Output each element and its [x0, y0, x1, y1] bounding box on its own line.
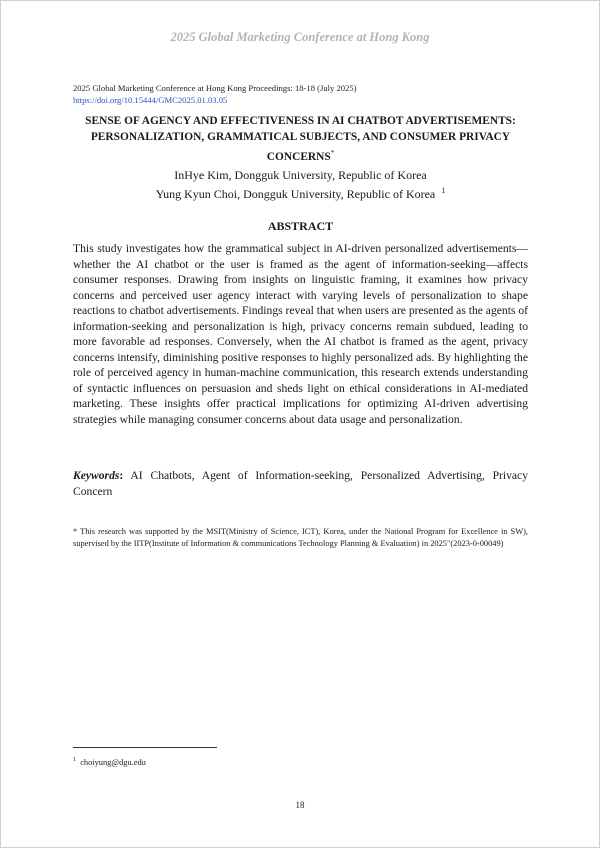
keywords-text: AI Chatbots, Agent of Information-seeking, Personalized Advertising, Privacy Concern: [73, 469, 528, 498]
keywords: Keywords: AI Chatbots, Agent of Information-seeking, Personalized Advertising, Privacy Concern: [73, 469, 528, 498]
footnote-email: choiyung@dgu.edu: [80, 757, 146, 767]
doi-link[interactable]: https://doi.org/10.15444/GMC2025.01.03.05: [73, 95, 228, 105]
running-header: 2025 Global Marketing Conference at Hong Kong: [170, 30, 430, 44]
keywords-label: Keywords: [73, 469, 120, 482]
author-name: InHye Kim, Dongguk University, Republic of Korea: [174, 168, 427, 182]
author-list: [73, 168, 528, 202]
author-footnote-marker: 1: [441, 186, 446, 195]
abstract-body: This study investigates how the grammatical subject in AI-driven personalized advertisements—whether the AI chatbot or the user is framed as the agent of information-seeking—affects consumer responses. Drawing from insights on linguistic framing, it examines how privacy concerns and perceived user agency interact with varying levels of personalization to shape reactions to chatbot advertisements. Findings reveal that when users are presented as the agents of information-seeking and personalization is high, privacy concerns remain subdued, leading to more favorable ad responses. Conversely, when the AI chatbot is framed as the agent, privacy concerns intensify, diminishing positive responses to highly personalized ads. By highlighting the role of perceived agency in human-machine communication, this research extends understanding of syntactic influences on persuasion and sheds light on ethical considerations in AI-mediated marketing. These insights offer practical implications for optimizing AI-driven advertising strategies while managing consumer concerns about data usage and personalization.: [73, 242, 528, 426]
abstract-heading: ABSTRACT: [267, 219, 334, 233]
funding-note: * This research was supported by the MSIT(Ministry of Science, ICT), Korea, under the National Program for Excellence in SW), supervised by the IITP(Institute of Information & communications Technology Planning & Evaluation) in 2025"(2023-0-00049): [73, 527, 528, 548]
footnote: [73, 755, 373, 768]
author-line: [73, 168, 528, 183]
author-name: Yung Kyun Choi, Dongguk University, Republic of Korea: [155, 187, 436, 201]
paper-title-text: SENSE OF AGENCY AND EFFECTIVENESS IN AI CHATBOT ADVERTISEMENTS: PERSONALIZATION, GRAMMATICAL SUBJECTS, AND CONSUMER PRIVACY CONCERNS: [85, 115, 516, 163]
paper-title: [73, 113, 528, 165]
footnote-divider: [73, 747, 217, 748]
footnote-marker: 1: [73, 757, 76, 763]
title-footnote-marker: *: [330, 149, 335, 157]
proceedings-line: 2025 Global Marketing Conference at Hong Kong Proceedings: 18-18 (July 2025): [73, 83, 357, 93]
page-number: 18: [295, 800, 305, 810]
author-line: [73, 183, 528, 202]
